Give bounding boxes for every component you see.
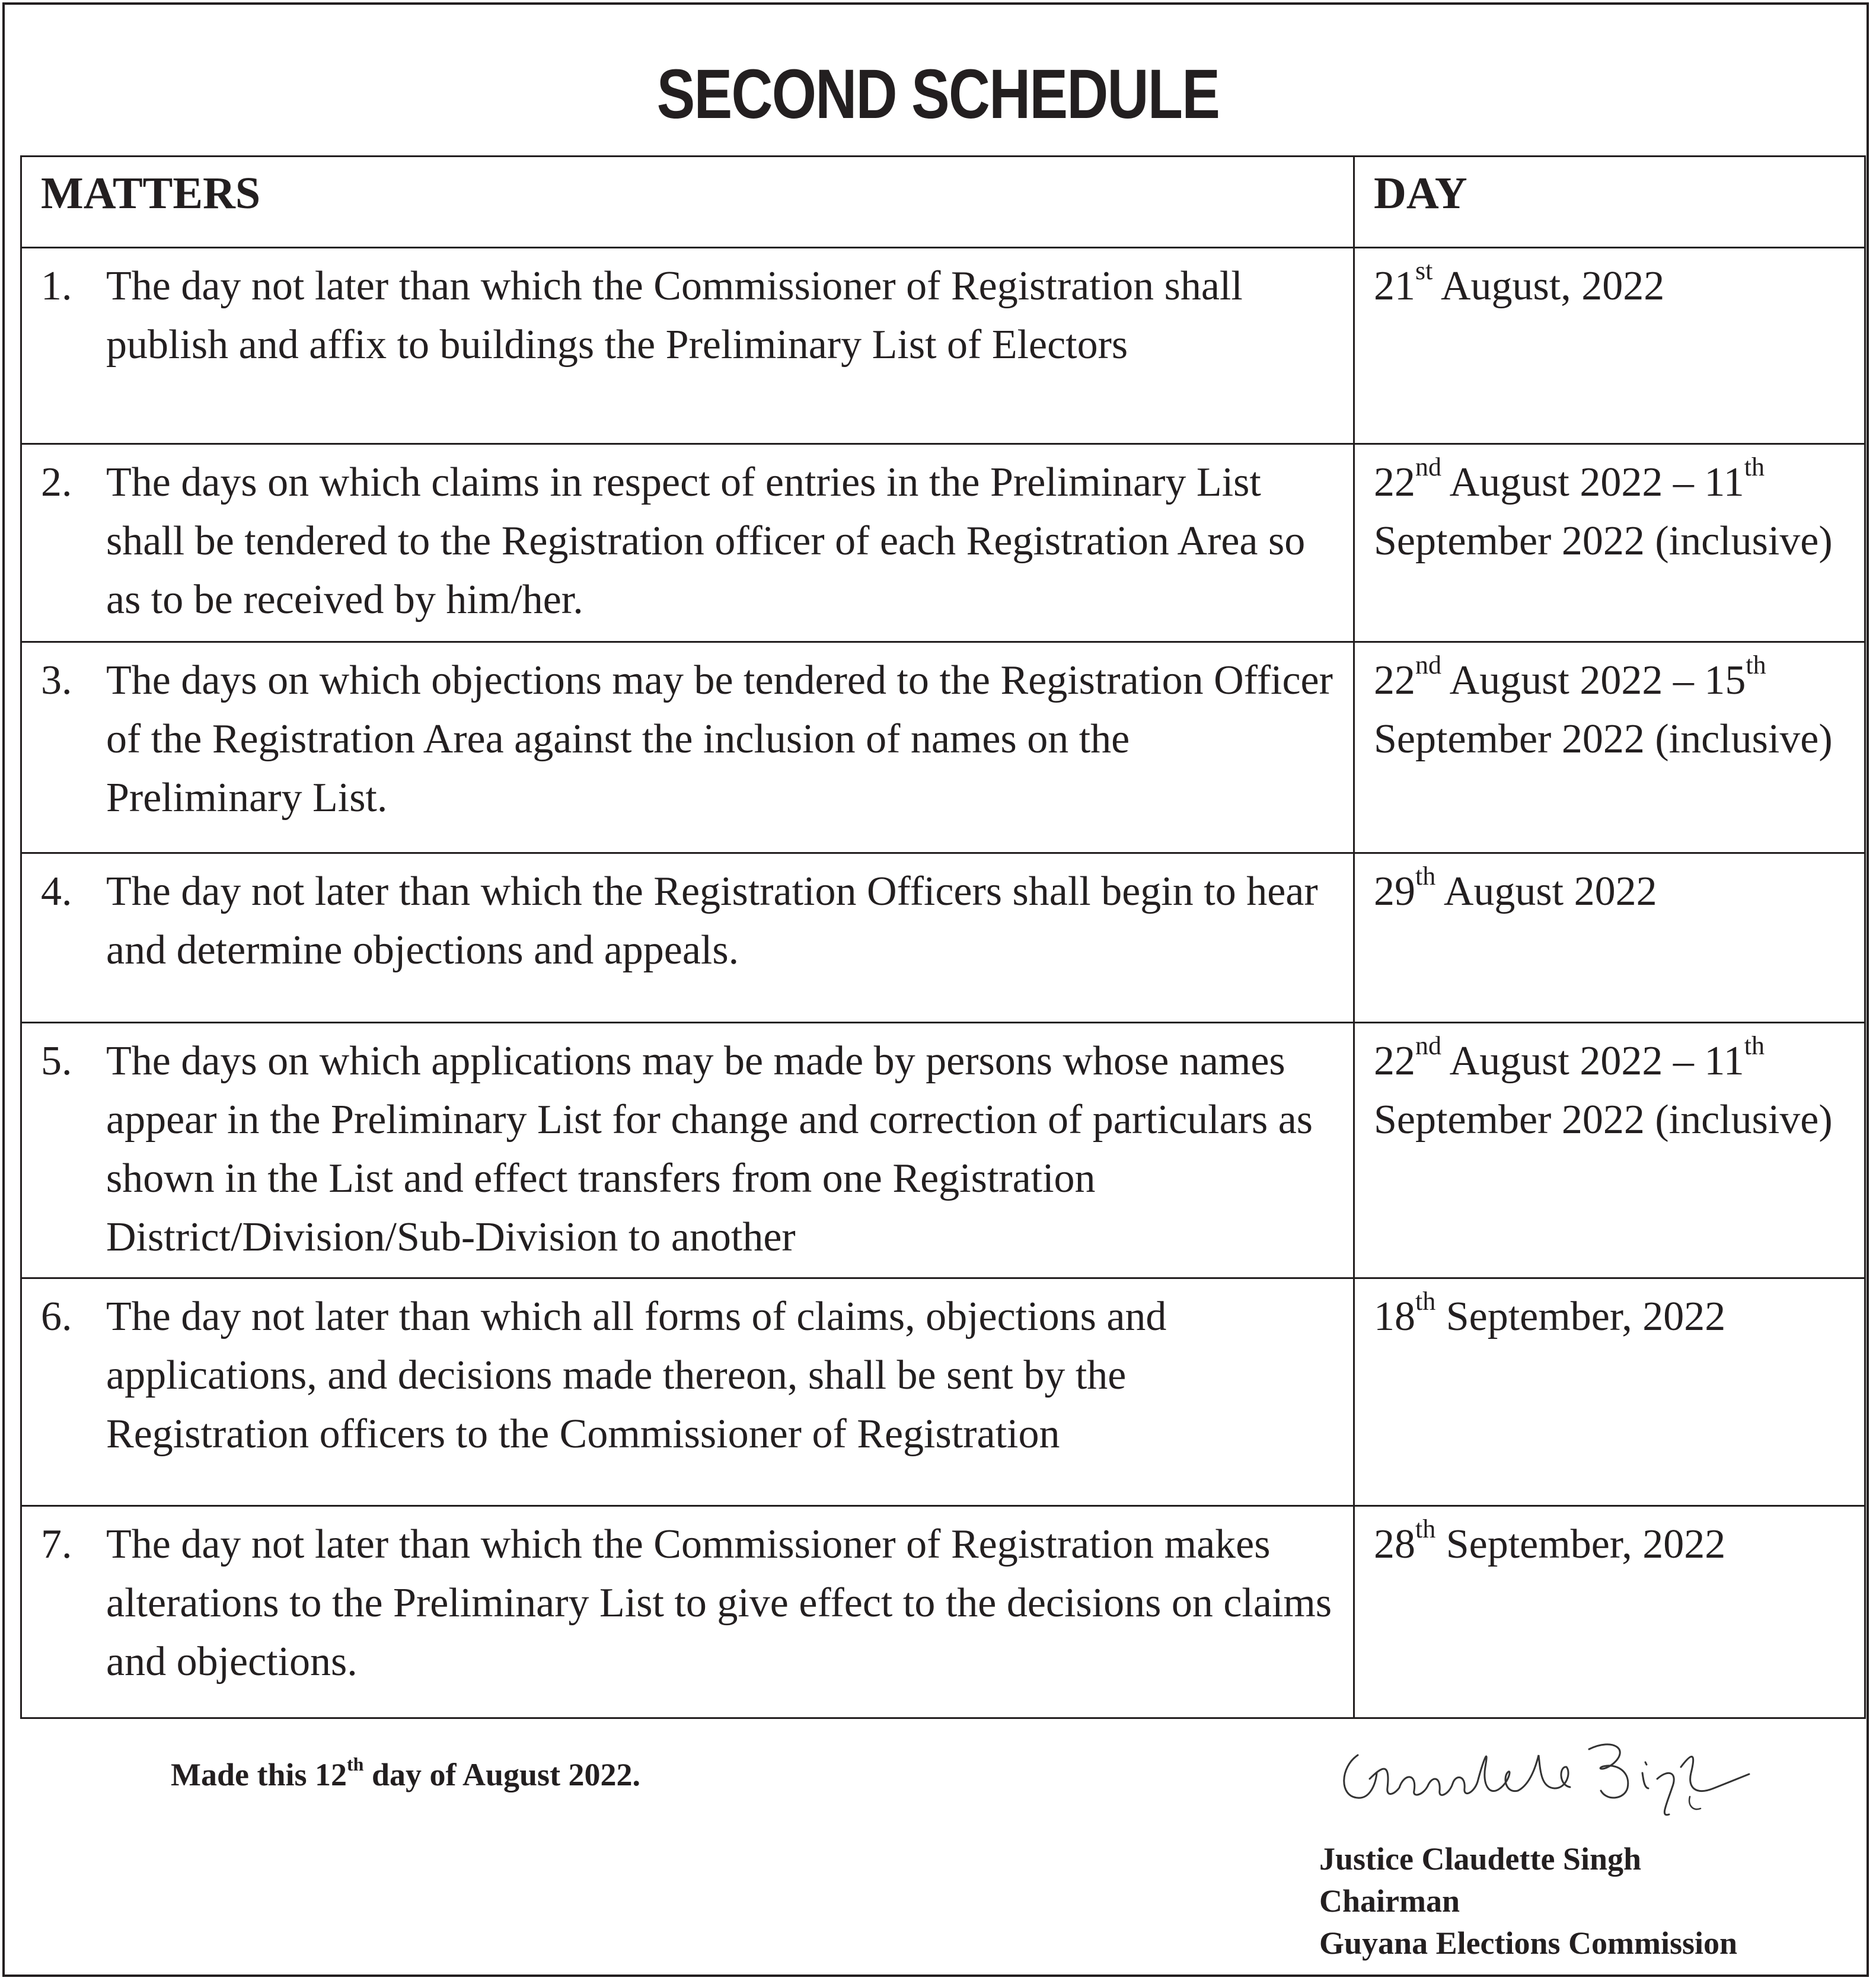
ordinal-suffix: th [1415,861,1436,891]
signatory-title: Chairman [1319,1883,1460,1919]
ordinal-suffix: st [1415,256,1433,285]
signature-image [1334,1731,1761,1820]
matter-text: The day not later than which the Commissioner of Registration makes alterations to the Preliminary List to give effect to the decisions on claims and objections. [106,1522,1332,1685]
day-cell [1354,1278,1865,1506]
day-cell [1354,1506,1865,1718]
day-text: August, 2022 [1432,263,1665,309]
day-text: 22 [1374,1038,1415,1084]
day-text: September 2022 (inclusive) [1374,1097,1833,1143]
matter-cell [21,1506,1354,1718]
day-text: 22 [1374,460,1415,505]
signatory-block [1319,1838,1737,1964]
matter-text: The day not later than which the Registration Officers shall begin to hear and determine objections and appeals. [106,869,1318,973]
matter-cell [21,1278,1354,1506]
made-date-line [171,1753,641,1793]
page-title: SECOND SCHEDULE [656,55,1220,133]
ordinal-suffix: nd [1415,650,1441,680]
made-date-suffix: th [347,1753,364,1775]
ordinal-suffix: th [1415,1286,1436,1316]
day-text: September 2022 (inclusive) [1374,518,1833,564]
ordinal-suffix: th [1415,1514,1436,1543]
matter-text: The days on which claims in respect of entries in the Preliminary List shall be tendered to the Registration officer of each Registration Area so as to be received by him/her. [106,460,1306,623]
day-text: 21 [1374,263,1415,309]
table-row [21,853,1865,1023]
day-text: 18 [1374,1294,1415,1339]
matters-column-header: MATTERS [21,157,1354,248]
day-cell [1354,444,1865,642]
day-text: 28 [1374,1522,1415,1567]
matter-text: The days on which objections may be tendered to the Registration Officer of the Registration Area against the inclusion of names on the Preliminary List. [106,658,1333,821]
day-text: September, 2022 [1435,1294,1726,1339]
matter-cell [21,853,1354,1023]
made-date-rest: day of August 2022. [363,1757,641,1792]
item-number: 3. [41,658,72,703]
ordinal-suffix: nd [1415,452,1441,481]
signatory-organization: Guyana Elections Commission [1319,1925,1738,1961]
table-row [21,444,1865,642]
matter-text: The day not later than which all forms of claims, objections and applications, and decisions made thereon, shall be sent by the Registration officers to the Commissioner of Registration [106,1294,1167,1457]
ordinal-suffix: th [1744,1031,1765,1060]
matter-cell [21,642,1354,853]
table-row [21,1278,1865,1506]
day-text: September 2022 (inclusive) [1374,716,1833,762]
table-row [21,1023,1865,1278]
day-text: August 2022 – 11 [1441,460,1744,505]
table-row [21,642,1865,853]
ordinal-suffix: nd [1415,1031,1441,1060]
item-number: 6. [41,1294,72,1339]
made-date-text: Made this 12 [171,1757,347,1792]
day-text: August 2022 – 15 [1441,658,1746,703]
table-row [21,1506,1865,1718]
matter-text: The day not later than which the Commissioner of Registration shall publish and affix to buildings the Preliminary List of Electors [106,263,1243,368]
matter-cell [21,248,1354,444]
item-number: 1. [41,263,72,309]
day-text: 29 [1374,869,1415,914]
signatory-name: Justice Claudette Singh [1319,1841,1642,1877]
day-text: September, 2022 [1435,1522,1726,1567]
table-header-row [21,157,1865,248]
item-number: 7. [41,1522,72,1567]
ordinal-suffix: th [1746,650,1766,680]
day-text: 22 [1374,658,1415,703]
item-number: 2. [41,460,72,505]
matter-text: The days on which applications may be made by persons whose names appear in the Preliminary List for change and correction of particulars as shown in the List and effect transfers from one Registration District/Division/Sub-Division to another [106,1038,1313,1260]
item-number: 5. [41,1038,72,1084]
table-row [21,248,1865,444]
ordinal-suffix: th [1744,452,1765,481]
item-number: 4. [41,869,72,914]
matter-cell [21,1023,1354,1278]
day-cell [1354,853,1865,1023]
day-column-header: DAY [1354,157,1865,248]
day-cell [1354,248,1865,444]
matter-cell [21,444,1354,642]
schedule-table [20,155,1866,1719]
day-text: August 2022 – 11 [1441,1038,1744,1084]
day-cell [1354,1023,1865,1278]
day-text: August 2022 [1435,869,1657,914]
day-cell [1354,642,1865,853]
